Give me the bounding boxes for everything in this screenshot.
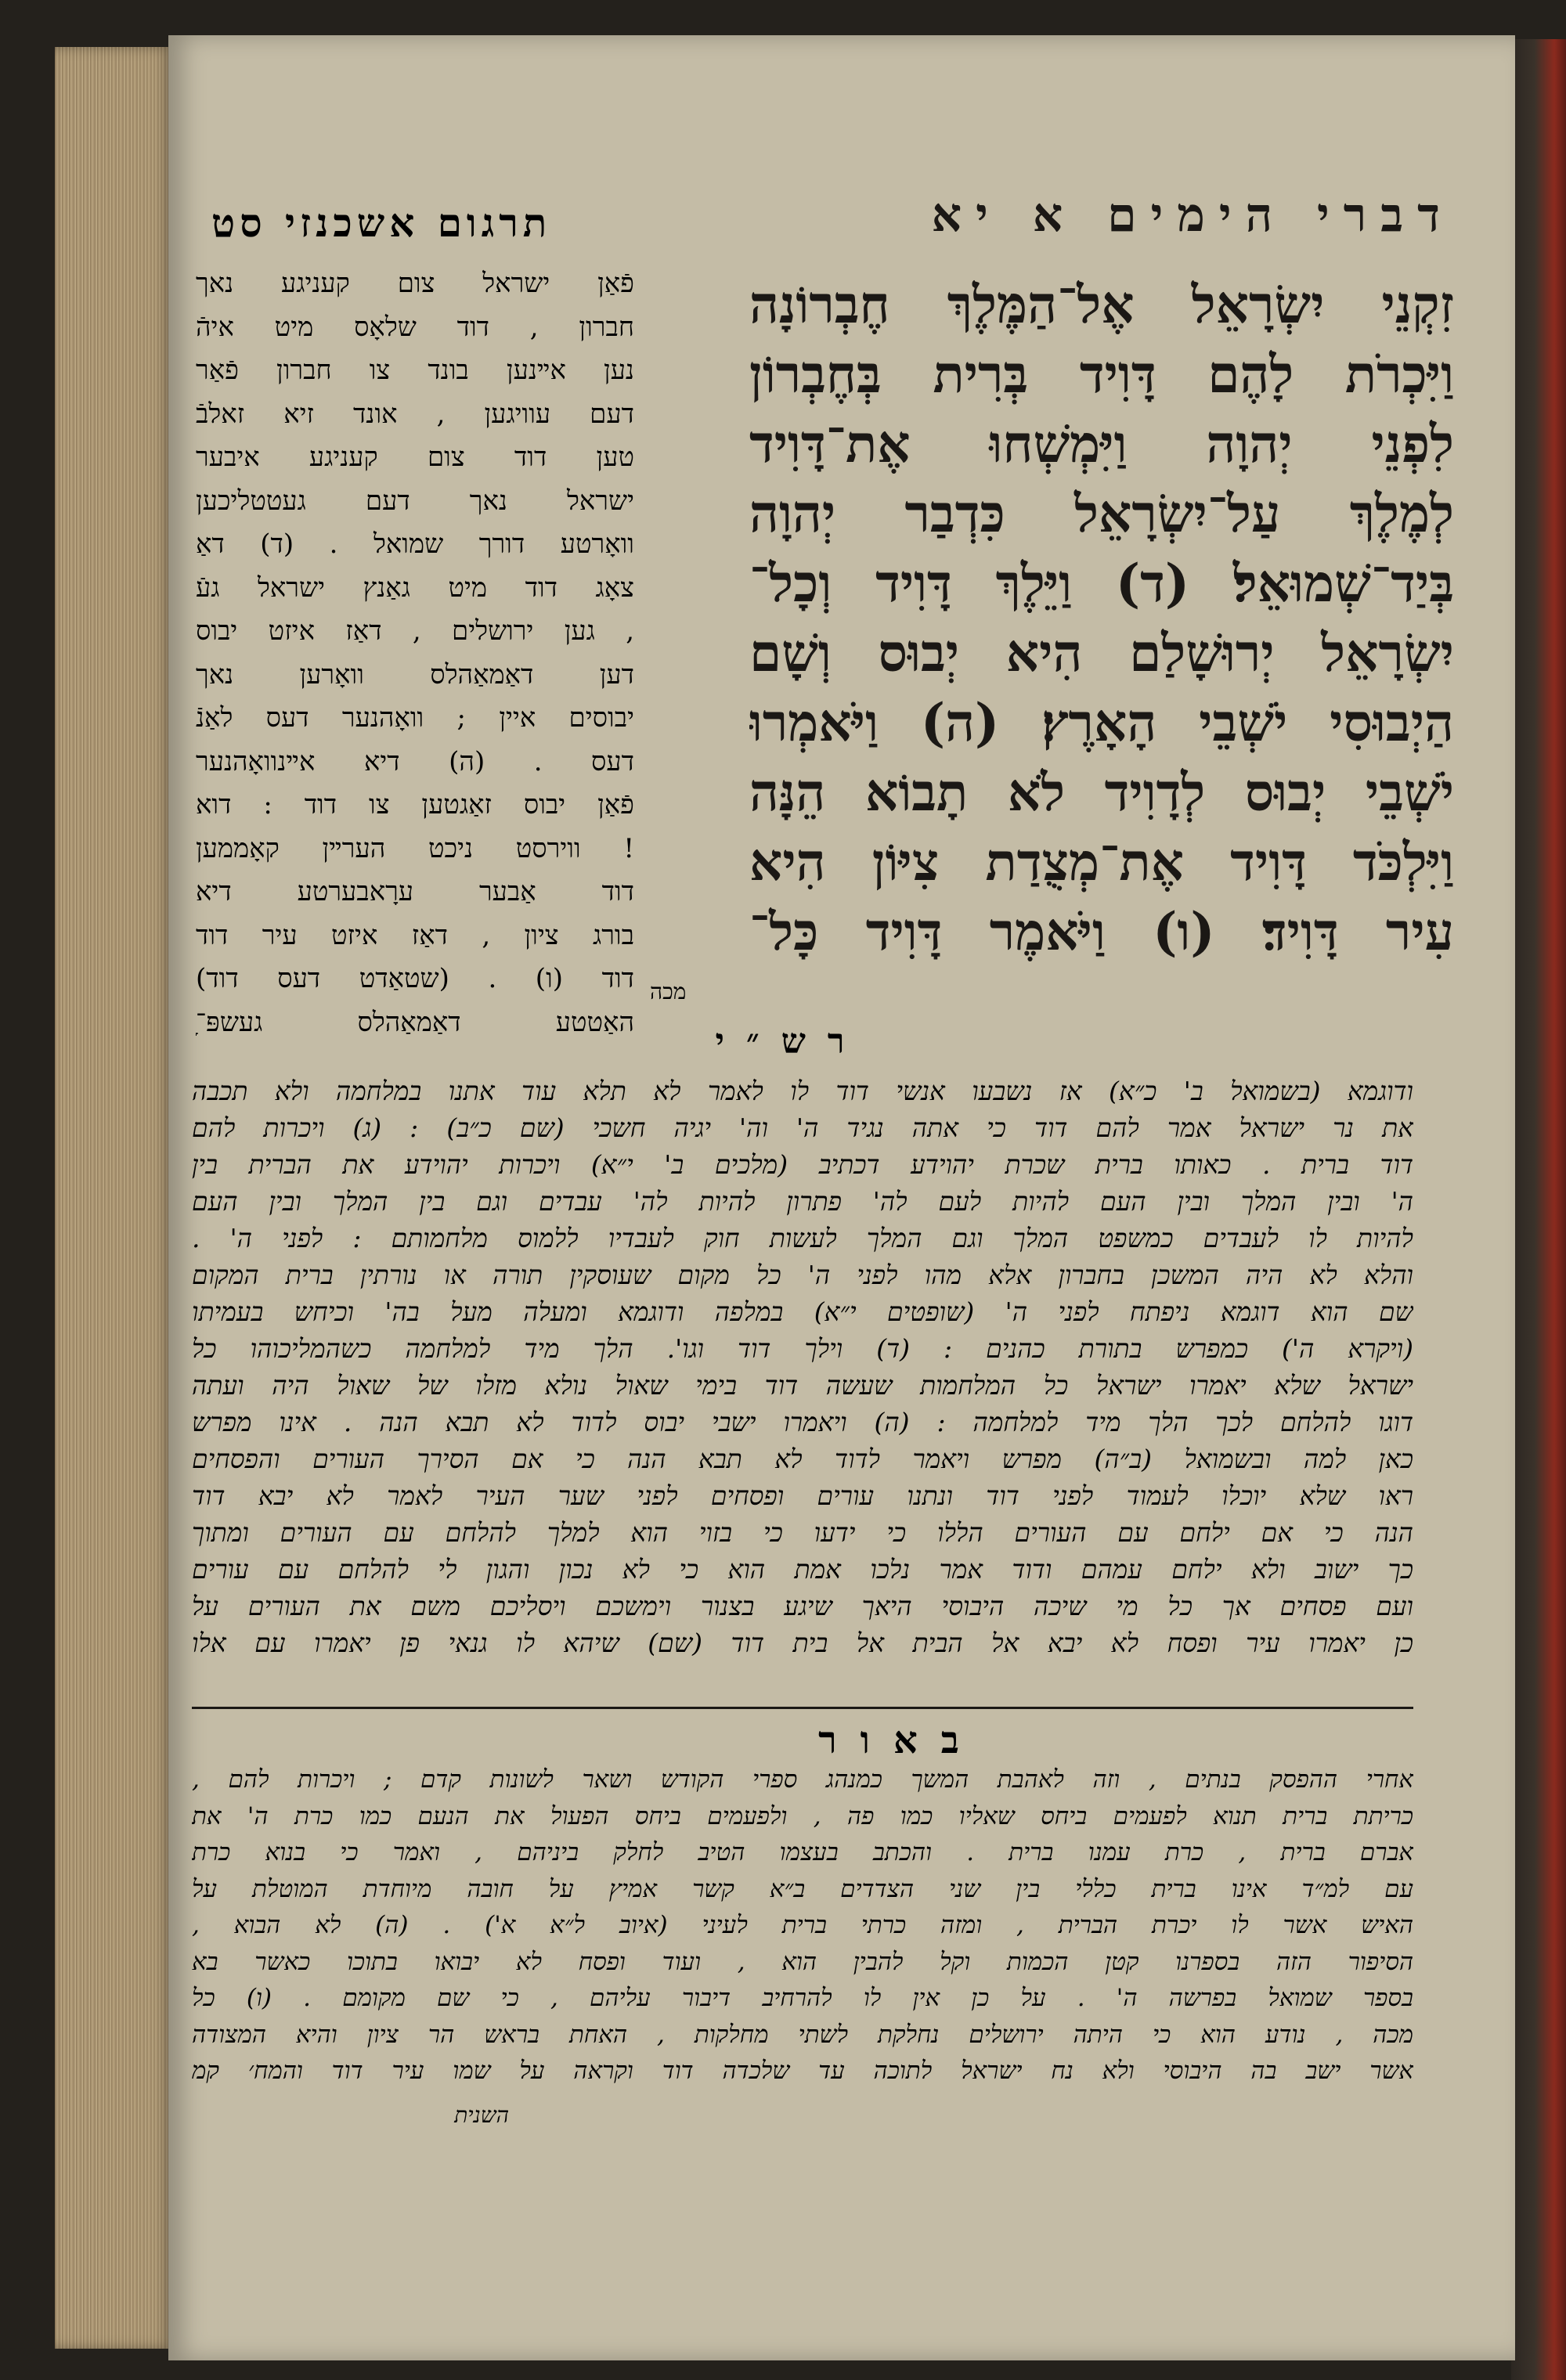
translation-line: גען ירושלים , דאַז איזט יבוס , [196,615,634,647]
translation-line: חברון , דוד שלאָס מיט איהֿ [196,311,634,343]
biur-line: מכה , נודע הוא כי היתה ירושלים נחלקת לשתי מחלקות , האחת בראש הר ציון והיא המצודה [192,2020,1413,2049]
section-divider [192,1707,1413,1709]
translation-line: בורג ציון , דאַז איזט עיר דוד [196,919,634,951]
translation-column [196,262,634,1061]
translation-line: דוד אַבער ערָאבערטע דיא [196,876,634,907]
biur-line: כריתת ברית תנוא לפעמים ביחס שאליו כמו פה , ולפעמים ביחס הפעול את הנעם כמו כרת ה' את [192,1801,1413,1830]
verse-text-block [749,270,1454,1006]
translation-line: דעם עוויגען , אונד זיא זאלבֿ [196,398,634,430]
rashi-line: (ויקרא ה') כמפרש בתורת כהנים : (ד) וילך דוד וגו'. הלך מיד למלחמה כשהמליכוהו כל [192,1333,1413,1364]
rashi-line: שם הוא דוגמא ניפתח לפני ה' (שופטים י״א) במלפה ודוגמא ומעלה מעל בה' וכיחש בעמיתו [192,1296,1413,1327]
biur-heading: באור [818,1718,983,1762]
translation-line: נען אײנען בונד צו חברון פֿאַר [196,355,634,386]
rashi-line: דוד ברית . כאותו ברית שכרת יהוידע דכתיב (מלכים ב' י״א) ויכרות יהוידע את הברית בין [192,1149,1413,1180]
rashi-line: ה' ובין המלך ובין העם להיות לעם לה' פתרון להיות לה' עבדים וגם בין המלך ובין העם [192,1186,1413,1217]
rashi-commentary [192,1073,1413,1699]
rashi-line: כן יאמרו עיר ופסח לא יבא אל הבית אל בית דוד (שם) שיהא לו גנאי פן יאמרו עם אלו [192,1628,1413,1658]
translation-line: וואָרטע דורך שמואל . (ד) דאַ [196,528,634,560]
biur-line: אחרי ההפסק בנתים , וזה לאהבת המשך כמנהג ספרי הקודש ושאר לשונות קדם ; ויכרות להם , [192,1765,1413,1794]
translation-line: דען דאַמאַהלס וואָרען נאך [196,658,634,691]
rashi-line: ודוגמא (בשמואל ב' כ״א) אז נשבעו אנשי דוד לו לאמר לא תלא עוד אתנו במלחמה ולא תכבה [192,1076,1413,1106]
translation-line: יבוסים איין ; וואָהנער דעס לאַנֿ [196,702,634,734]
translation-line: ווירסט ניכט הערײן קאָממען ! [196,832,634,864]
translation-line: פֿאַן ישראל צום קעניגע נאך [196,268,634,299]
verse-line: עִיר דָּוִיד׃ (ו) וַיֹּאמֶר דָּוִיד כָּל־ [749,901,1454,962]
verse-line: יֹשְׁבֵי יְבוּס לְדָוִיד לֹא תָבוֹא הֵנָּה [749,762,1454,823]
rashi-line: דוגו להלחם לכך הלך מיד למלחמה : (ה) ויאמרו ישבי יבוס לדוד לא תבא הנה . אינו מפרש [192,1407,1413,1437]
book-cover-edge [1511,39,1566,2380]
rashi-line: כך ישוב ולא ילחם עמהם ודוד אמר נלכו אמת הוא כי לא נכון והגון לי להלחם עם עורים [192,1554,1413,1585]
verse-line: לְמֶלֶךְ עַל־יִשְׂרָאֵל כִּדְבַר יְהוָה [749,483,1454,544]
translation-line: טען דוד צום קעניגע איבער [196,442,634,473]
biur-line: הסיפור הזה בספרנו קטן הכמות וקל להבין הוא , ועוד ופסח לא יבואו בתוכו כאשר בא [192,1947,1413,1976]
translation-line: צאָג דוד מיט גאַנץ ישראל געֿ [196,572,634,604]
verse-line: יִשְׂרָאֵל יְרוּשָׁלַם הִיא יְבוּס וְשָׁם [749,622,1454,683]
verse-line: וַיִּכְרֹת לָהֶם דָּוִיד בְּרִית בְּחֶבְרוֹן [749,344,1454,405]
rashi-line: ועם פסחים אך כל מי שיכה היבוסי היאך שיגע בצנור וימשכם ויסליכם משם את העורים על [192,1591,1413,1621]
translation-line: דעס . (ה) דיא אײנוואָהנער [196,745,634,777]
rashi-heading: רש״י [715,1022,867,1062]
running-head-book: דברי הימים א יא [931,188,1454,243]
rashi-line: הנה כי אם ילחם עם העורים הללו כי ידעו כי בזוי הוא למלך להלחם עם העורים ומתוך [192,1517,1413,1548]
verse-line: בְּיַד־שְׁמוּאֵל׃ (ד) וַיֵּלֶךְ דָּוִיד וְכָל־ [749,553,1454,614]
rashi-line: כאן למה ובשמואל (ב״ה) מפרש ויאמר לדוד לא תבא הנה כי אם הסירך העורים והפסחים [192,1444,1413,1474]
translation-line: ישראל נאך דעם געטטליכען [196,485,634,517]
biur-line: אשר ישב בה היבוסי ולא נח ישראל לתוכה עד שלכדה דוד וקראה על שמו עיר דוד והמח׳ קמ [192,2057,1413,2085]
book-page-edge [55,47,172,2349]
rashi-line: להיות לו לעבדים כמשפט המלך וגם המלך לעשות חוק לעבדיו ללמוס מלחמותם : לפני ה' . [192,1223,1413,1253]
biur-line: אברם ברית , כרת עמנו ברית . והכתב בעצמו הטיב לחלק ביניהם , ואמר כי בנוא כרת [192,1838,1413,1866]
catchword-main: מכה [650,979,687,1004]
translation-line: האַטטע דאַמאַהלס געשפּ־ָ [196,1006,634,1038]
biur-commentary [192,1762,1413,2090]
biur-line: עם למ״ד אינו ברית כללי בין שני הצדדים ב״א קשר אמיץ על חובה מיוחדת המוטלת על [192,1874,1413,1903]
translation-title: תרגום אשכנזי סט [211,200,552,246]
rashi-line: ראו שלא יוכלו לעמוד לפני דוד ונתנו עורים ופסחים לפני שער העיר לאמר לא יבא דוד [192,1480,1413,1511]
biur-line: בספר שמואל בפרשה ה' . על כן אין לו להרחיב דיבור עליהם , כי שם מקומם . (ו) כל [192,1984,1413,2012]
verse-line: זִקְנֵי יִשְׂרָאֵל אֶל־הַמֶּלֶךְ חֶבְרוֹנָה [749,274,1454,335]
translation-line: פֿאַן יבוס זאַגטען צו דוד : דוא [196,789,634,820]
catchword-bottom: השנית [454,2102,509,2128]
biur-line: האיש אשר לו יכרת הברית , ומזה כרתי ברית לעיני (איוב ל״א א') . (ה) לא הבוא , [192,1911,1413,1939]
rashi-line: את נר ישראל אמר להם דוד כי אתה נגיד ה' וה' יגיה חשכי (שם כ״ב) : (ג) ויכרות להם [192,1112,1413,1143]
rashi-line: ישראל שלא יאמרו ישראל כל המלחמות שעשה דוד בימי שאול נולא מזלו של שאול היה ועתה [192,1370,1413,1401]
verse-line: לִפְנֵי יְהוָה וַיִּמְשְׁחוּ אֶת־דָּוִיד [749,413,1454,474]
verse-line: הַיְבוּסִי יֹשְׁבֵי הָאָרֶץ׃ (ה) וַיֹּאמְרוּ [749,692,1454,753]
rashi-line: והלא לא היה המשכן בחברון אלא מהו לפני ה' כל מקום שעוסקין תורה או נורתין ברית המקום [192,1260,1413,1290]
verse-line: וַיִּלְכֹּד דָּוִיד אֶת־מְצֻדַת צִיּוֹן הִיא [749,831,1454,892]
translation-line: (שטאַדט דעס דוד) . (ו) דוד [196,963,634,994]
